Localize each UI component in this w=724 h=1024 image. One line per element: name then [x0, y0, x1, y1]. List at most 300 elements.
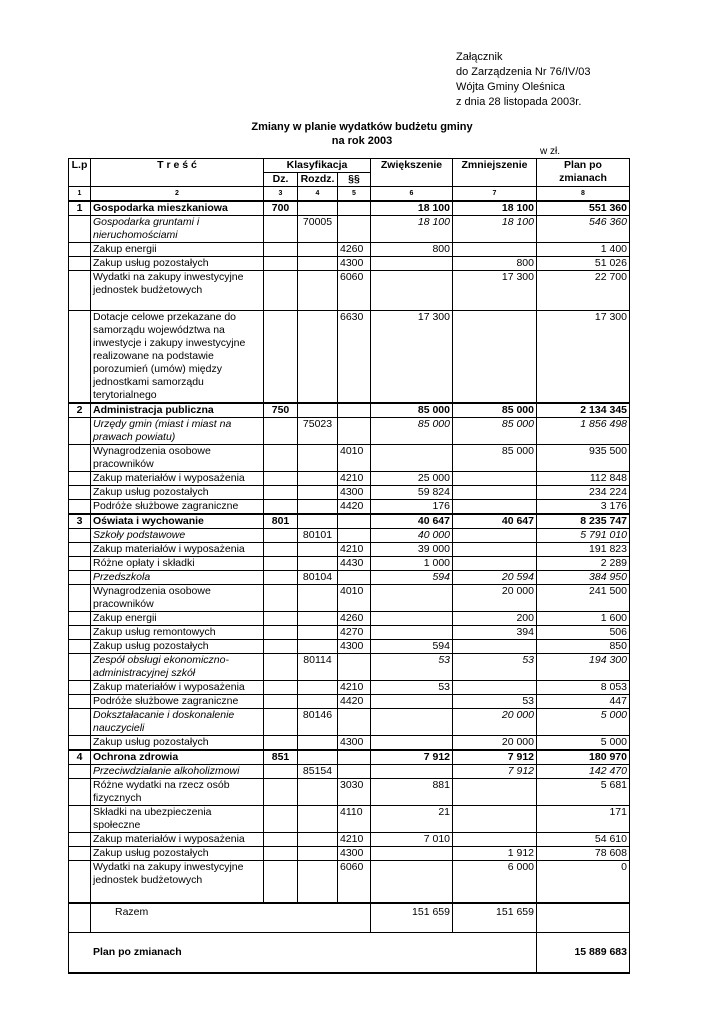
row-paragraph: 6060	[338, 861, 371, 903]
item-row	[69, 543, 630, 557]
row-dz	[264, 833, 298, 847]
col-number: 7	[453, 187, 537, 202]
row-paragraph	[338, 750, 371, 765]
row-dz	[264, 486, 298, 500]
row-decrease: 6 000	[453, 861, 537, 903]
row-description: Różne opłaty i składki	[91, 557, 264, 571]
row-plan: 447	[537, 695, 630, 709]
title-line: na rok 2003	[331, 135, 393, 147]
row-increase: 1 000	[371, 557, 453, 571]
subsection-row	[69, 216, 630, 243]
row-description: Wydatki na zakupy inwestycyjne jednostek budżetowych	[91, 861, 264, 903]
row-dz: 801	[264, 514, 298, 529]
row-lp	[69, 216, 91, 243]
item-row	[69, 271, 630, 311]
row-lp	[69, 640, 91, 654]
row-decrease: 20 594	[453, 571, 537, 585]
row-rozdz	[298, 201, 338, 216]
row-increase: 7 010	[371, 833, 453, 847]
row-lp	[69, 765, 91, 779]
row-increase	[371, 626, 453, 640]
row-description: Przedszkola	[91, 571, 264, 585]
row-description: Zakup energii	[91, 243, 264, 257]
row-decrease	[453, 806, 537, 833]
row-paragraph	[338, 514, 371, 529]
row-decrease: 7 912	[453, 750, 537, 765]
row-dz	[264, 847, 298, 861]
row-increase: 25 000	[371, 472, 453, 486]
row-description: Gospodarka gruntami i nieruchomościami	[91, 216, 264, 243]
row-plan: 5 000	[537, 709, 630, 736]
row-dz	[264, 585, 298, 612]
row-rozdz	[298, 257, 338, 271]
row-paragraph: 4300	[338, 640, 371, 654]
row-plan: 5 681	[537, 779, 630, 806]
row-description: Zakup materiałów i wyposażenia	[91, 543, 264, 557]
row-increase: 21	[371, 806, 453, 833]
row-rozdz	[298, 557, 338, 571]
row-plan: 54 610	[537, 833, 630, 847]
row-paragraph: 4010	[338, 445, 371, 472]
row-plan: 384 950	[537, 571, 630, 585]
item-row	[69, 806, 630, 833]
currency-unit: w zł.	[540, 146, 560, 157]
row-rozdz: 80104	[298, 571, 338, 585]
row-decrease: 18 100	[453, 201, 537, 216]
row-plan: 935 500	[537, 445, 630, 472]
row-lp	[69, 500, 91, 515]
row-description: Zakup energii	[91, 612, 264, 626]
row-paragraph	[338, 529, 371, 543]
row-plan: 112 848	[537, 472, 630, 486]
total-row	[69, 903, 630, 933]
row-lp	[69, 779, 91, 806]
subsection-row	[69, 529, 630, 543]
col-number: 8	[537, 187, 630, 202]
row-paragraph	[338, 765, 371, 779]
row-dz	[264, 243, 298, 257]
col-number: 4	[298, 187, 338, 202]
row-decrease	[453, 529, 537, 543]
row-increase: 800	[371, 243, 453, 257]
row-decrease: 40 647	[453, 514, 537, 529]
row-description: Dokształacanie i doskonalenie nauczycieli	[91, 709, 264, 736]
annex-line: Załącznik	[456, 51, 503, 63]
row-rozdz: 70005	[298, 216, 338, 243]
row-decrease	[453, 640, 537, 654]
item-row	[69, 472, 630, 486]
row-increase	[371, 257, 453, 271]
row-rozdz	[298, 514, 338, 529]
row-paragraph: 4210	[338, 681, 371, 695]
item-row	[69, 847, 630, 861]
item-row	[69, 243, 630, 257]
row-dz	[264, 529, 298, 543]
item-row	[69, 640, 630, 654]
row-increase: 18 100	[371, 216, 453, 243]
row-dz	[264, 736, 298, 751]
section-row	[69, 403, 630, 418]
row-lp	[69, 543, 91, 557]
item-row	[69, 681, 630, 695]
annex-header	[456, 50, 591, 110]
row-lp: 2	[69, 403, 91, 418]
row-description: Zakup materiałów i wyposażenia	[91, 681, 264, 695]
row-dz	[264, 640, 298, 654]
column-number-row	[69, 187, 630, 202]
row-description: Zakup usług pozostałych	[91, 486, 264, 500]
row-lp	[69, 681, 91, 695]
row-dz: 750	[264, 403, 298, 418]
row-paragraph: 4260	[338, 243, 371, 257]
row-lp	[69, 445, 91, 472]
row-lp: 4	[69, 750, 91, 765]
row-description: Zakup materiałów i wyposażenia	[91, 833, 264, 847]
col-number: 5	[338, 187, 371, 202]
row-rozdz: 85154	[298, 765, 338, 779]
row-description: Wynagrodzenia osobowe pracowników	[91, 445, 264, 472]
row-plan: 142 470	[537, 765, 630, 779]
row-paragraph: 4420	[338, 500, 371, 515]
row-plan: 1 600	[537, 612, 630, 626]
row-rozdz	[298, 472, 338, 486]
item-row	[69, 736, 630, 751]
row-decrease: 20 000	[453, 709, 537, 736]
row-paragraph: 4300	[338, 486, 371, 500]
item-row	[69, 779, 630, 806]
row-decrease: 1 912	[453, 847, 537, 861]
row-increase	[371, 271, 453, 311]
total-decrease: 151 659	[453, 903, 537, 933]
final-row	[69, 933, 630, 973]
total-plan	[537, 903, 630, 933]
row-dz	[264, 612, 298, 626]
row-rozdz: 80101	[298, 529, 338, 543]
row-description: Oświata i wychowanie	[91, 514, 264, 529]
row-description: Zakup usług pozostałych	[91, 736, 264, 751]
row-paragraph: 4430	[338, 557, 371, 571]
item-row	[69, 557, 630, 571]
row-paragraph	[338, 571, 371, 585]
row-increase: 53	[371, 681, 453, 695]
row-plan: 0	[537, 861, 630, 903]
row-rozdz	[298, 695, 338, 709]
item-row	[69, 445, 630, 472]
row-decrease: 85 000	[453, 403, 537, 418]
row-dz	[264, 695, 298, 709]
row-plan: 551 360	[537, 201, 630, 216]
row-dz	[264, 216, 298, 243]
row-lp	[69, 243, 91, 257]
row-paragraph: 4300	[338, 847, 371, 861]
row-rozdz	[298, 833, 338, 847]
row-lp	[69, 271, 91, 311]
item-row	[69, 612, 630, 626]
row-rozdz	[298, 779, 338, 806]
row-description: Dotacje celowe przekazane do samorządu województwa na inwestycje i zakupy inwestycyjne realizowane na podstawie porozumień (umów) między jednostkami samorządu terytorialnego	[91, 311, 264, 404]
row-dz: 851	[264, 750, 298, 765]
row-description: Zespół obsługi ekonomiczno-administracyjnej szkół	[91, 654, 264, 681]
row-plan: 1 400	[537, 243, 630, 257]
row-plan: 5 000	[537, 736, 630, 751]
row-increase	[371, 847, 453, 861]
row-lp	[69, 486, 91, 500]
row-decrease	[453, 557, 537, 571]
row-dz	[264, 557, 298, 571]
row-dz: 700	[264, 201, 298, 216]
row-description: Podróże służbowe zagraniczne	[91, 500, 264, 515]
row-rozdz	[298, 736, 338, 751]
row-increase: 53	[371, 654, 453, 681]
row-description: Zakup materiałów i wyposażenia	[91, 472, 264, 486]
row-decrease: 394	[453, 626, 537, 640]
total-lp	[69, 903, 91, 933]
row-rozdz	[298, 243, 338, 257]
row-lp	[69, 833, 91, 847]
final-value: 15 889 683	[537, 933, 630, 973]
row-plan: 850	[537, 640, 630, 654]
row-rozdz	[298, 486, 338, 500]
row-decrease: 20 000	[453, 585, 537, 612]
row-plan: 191 823	[537, 543, 630, 557]
row-lp	[69, 654, 91, 681]
row-lp	[69, 695, 91, 709]
row-description: Zakup usług remontowych	[91, 626, 264, 640]
row-plan: 180 970	[537, 750, 630, 765]
row-increase: 40 647	[371, 514, 453, 529]
row-decrease	[453, 779, 537, 806]
row-lp	[69, 557, 91, 571]
subsection-row	[69, 418, 630, 445]
row-description: Wynagrodzenia osobowe pracowników	[91, 585, 264, 612]
row-dz	[264, 806, 298, 833]
row-increase	[371, 695, 453, 709]
row-lp	[69, 585, 91, 612]
row-paragraph: 4300	[338, 736, 371, 751]
row-description: Zakup usług pozostałych	[91, 257, 264, 271]
row-rozdz	[298, 311, 338, 404]
subsection-row	[69, 654, 630, 681]
row-decrease	[453, 500, 537, 515]
col-number: 6	[371, 187, 453, 202]
header-zmniejszenie: Zmniejszenie	[453, 159, 537, 187]
row-dz	[264, 418, 298, 445]
row-lp	[69, 626, 91, 640]
row-paragraph	[338, 216, 371, 243]
row-dz	[264, 779, 298, 806]
header-zwiekszenie: Zwiększenie	[371, 159, 453, 187]
row-decrease: 20 000	[453, 736, 537, 751]
row-increase: 59 824	[371, 486, 453, 500]
row-decrease	[453, 833, 537, 847]
item-row	[69, 311, 630, 404]
row-plan: 506	[537, 626, 630, 640]
row-paragraph: 4210	[338, 833, 371, 847]
row-decrease: 200	[453, 612, 537, 626]
row-plan: 2 134 345	[537, 403, 630, 418]
item-row	[69, 500, 630, 515]
row-rozdz: 80146	[298, 709, 338, 736]
row-decrease	[453, 543, 537, 557]
row-paragraph: 6630	[338, 311, 371, 404]
row-paragraph: 4270	[338, 626, 371, 640]
row-increase: 39 000	[371, 543, 453, 557]
row-rozdz	[298, 640, 338, 654]
row-rozdz	[298, 612, 338, 626]
row-lp: 3	[69, 514, 91, 529]
row-lp	[69, 472, 91, 486]
row-plan: 8 235 747	[537, 514, 630, 529]
row-paragraph: 4300	[338, 257, 371, 271]
row-increase: 176	[371, 500, 453, 515]
row-increase	[371, 612, 453, 626]
item-row	[69, 833, 630, 847]
row-increase	[371, 709, 453, 736]
row-plan: 3 176	[537, 500, 630, 515]
row-dz	[264, 311, 298, 404]
final-label: Plan po zmianach	[69, 933, 537, 973]
row-decrease: 53	[453, 654, 537, 681]
subsection-row	[69, 571, 630, 585]
row-rozdz: 75023	[298, 418, 338, 445]
row-description: Wydatki na zakupy inwestycyjne jednostek budżetowych	[91, 271, 264, 311]
total-increase: 151 659	[371, 903, 453, 933]
row-plan: 194 300	[537, 654, 630, 681]
col-number: 1	[69, 187, 91, 202]
row-plan: 5 791 010	[537, 529, 630, 543]
col-number: 2	[91, 187, 264, 202]
header-plan: Plan po zmianach	[537, 159, 630, 187]
row-dz	[264, 271, 298, 311]
row-rozdz	[298, 271, 338, 311]
row-plan: 78 608	[537, 847, 630, 861]
row-decrease: 18 100	[453, 216, 537, 243]
row-dz	[264, 543, 298, 557]
col-number: 3	[264, 187, 298, 202]
row-rozdz	[298, 585, 338, 612]
row-paragraph: 4260	[338, 612, 371, 626]
item-row	[69, 861, 630, 903]
row-description: Różne wydatki na rzecz osób fizycznych	[91, 779, 264, 806]
row-dz	[264, 257, 298, 271]
row-paragraph: 3030	[338, 779, 371, 806]
row-description: Zakup usług pozostałych	[91, 847, 264, 861]
header-dz: Dz.	[264, 173, 298, 187]
row-rozdz: 80114	[298, 654, 338, 681]
section-row	[69, 201, 630, 216]
row-increase: 40 000	[371, 529, 453, 543]
row-dz	[264, 654, 298, 681]
row-decrease	[453, 311, 537, 404]
budget-table	[68, 158, 630, 974]
row-paragraph: 6060	[338, 271, 371, 311]
row-decrease	[453, 486, 537, 500]
document-title	[0, 120, 724, 148]
row-increase: 881	[371, 779, 453, 806]
item-row	[69, 695, 630, 709]
row-lp	[69, 257, 91, 271]
item-row	[69, 257, 630, 271]
row-dz	[264, 765, 298, 779]
row-dz	[264, 681, 298, 695]
subsection-row	[69, 765, 630, 779]
row-increase	[371, 445, 453, 472]
row-decrease	[453, 243, 537, 257]
row-increase: 594	[371, 571, 453, 585]
row-increase: 85 000	[371, 403, 453, 418]
row-increase	[371, 861, 453, 903]
row-increase	[371, 736, 453, 751]
row-description: Zakup usług pozostałych	[91, 640, 264, 654]
row-plan: 8 053	[537, 681, 630, 695]
annex-line: do Zarządzenia Nr 76/IV/03	[456, 66, 591, 78]
header-klasyfikacja: Klasyfikacja	[264, 159, 371, 173]
row-lp	[69, 847, 91, 861]
section-row	[69, 750, 630, 765]
row-dz	[264, 709, 298, 736]
row-dz	[264, 472, 298, 486]
row-plan: 1 856 498	[537, 418, 630, 445]
item-row	[69, 585, 630, 612]
row-paragraph	[338, 201, 371, 216]
row-rozdz	[298, 847, 338, 861]
row-description: Szkoły podstawowe	[91, 529, 264, 543]
row-paragraph	[338, 403, 371, 418]
header-tresc: T r e ś ć	[91, 159, 264, 187]
item-row	[69, 486, 630, 500]
row-description: Podróże służbowe zagraniczne	[91, 695, 264, 709]
row-decrease: 7 912	[453, 765, 537, 779]
row-paragraph	[338, 418, 371, 445]
row-increase: 594	[371, 640, 453, 654]
row-description: Ochrona zdrowia	[91, 750, 264, 765]
row-decrease: 85 000	[453, 418, 537, 445]
row-paragraph: 4210	[338, 543, 371, 557]
row-plan: 51 026	[537, 257, 630, 271]
row-dz	[264, 500, 298, 515]
row-lp	[69, 806, 91, 833]
title-line: Zmiany w planie wydatków budżetu gminy	[251, 121, 473, 133]
header-rozdz: Rozdz.	[298, 173, 338, 187]
row-plan: 241 500	[537, 585, 630, 612]
row-decrease	[453, 681, 537, 695]
row-increase: 7 912	[371, 750, 453, 765]
row-increase: 85 000	[371, 418, 453, 445]
row-plan: 234 224	[537, 486, 630, 500]
row-lp	[69, 311, 91, 404]
row-lp	[69, 612, 91, 626]
row-paragraph: 4110	[338, 806, 371, 833]
row-lp	[69, 571, 91, 585]
row-rozdz	[298, 500, 338, 515]
row-dz	[264, 626, 298, 640]
row-rozdz	[298, 861, 338, 903]
row-decrease: 800	[453, 257, 537, 271]
subsection-row	[69, 709, 630, 736]
row-description: Administracja publiczna	[91, 403, 264, 418]
row-dz	[264, 861, 298, 903]
row-plan: 2 289	[537, 557, 630, 571]
row-plan: 171	[537, 806, 630, 833]
row-paragraph: 4210	[338, 472, 371, 486]
item-row	[69, 626, 630, 640]
row-decrease: 17 300	[453, 271, 537, 311]
row-description: Urzędy gmin (miast i miast na prawach powiatu)	[91, 418, 264, 445]
row-rozdz	[298, 403, 338, 418]
row-rozdz	[298, 626, 338, 640]
row-decrease: 53	[453, 695, 537, 709]
annex-line: z dnia 28 listopada 2003r.	[456, 96, 582, 108]
